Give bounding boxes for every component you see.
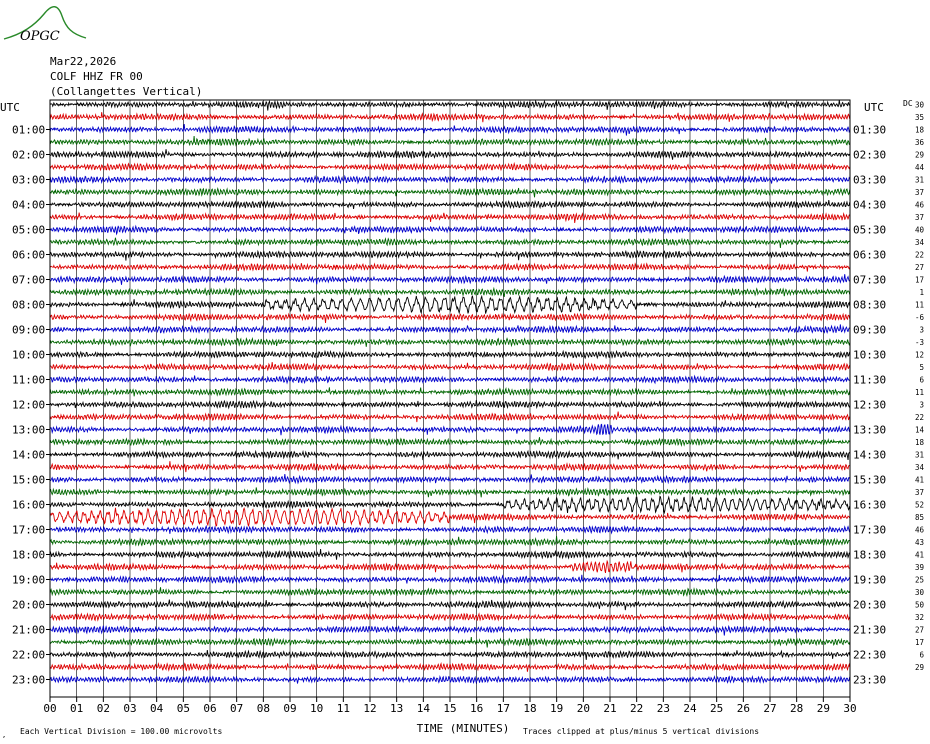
hour-label-right: 18:30	[853, 548, 887, 562]
x-tick-label: 20	[576, 702, 590, 715]
x-tick-label: 18	[523, 702, 537, 715]
dc-offset-label: 11	[914, 300, 924, 310]
hour-label-left: 16:00	[12, 498, 46, 512]
hour-label-right: 17:30	[853, 523, 887, 537]
hour-label-left: 01:00	[12, 123, 46, 137]
dc-offset-label: 35	[914, 113, 924, 122]
hour-label-right: 03:30	[853, 173, 887, 187]
dc-offset-label: 3	[919, 325, 924, 335]
x-tick-label: 21	[603, 702, 617, 715]
dc-offset-label: 85	[914, 513, 924, 522]
hour-label-right: 10:30	[853, 348, 887, 362]
dc-offset-label: 30	[914, 100, 924, 110]
hour-label-left: 10:00	[12, 348, 46, 362]
x-tick-label: 28	[790, 702, 804, 715]
dc-offset-label: 34	[914, 238, 924, 247]
dc-offset-label: 30	[914, 588, 924, 597]
x-tick-label: 04	[150, 702, 164, 715]
header-station: COLF HHZ FR 00	[50, 70, 143, 83]
x-tick-label: 02	[96, 702, 110, 715]
right-axis-title: UTC	[864, 101, 884, 114]
dc-offset-label: 36	[914, 138, 924, 147]
hour-label-left: 06:00	[12, 248, 46, 262]
opgc-logo	[4, 7, 86, 44]
hour-label-right: 19:30	[853, 573, 887, 587]
x-tick-label: 05	[176, 702, 190, 715]
x-tick-label: 11	[336, 702, 350, 715]
x-tick-label: 29	[816, 702, 830, 715]
dc-offset-label: 29	[914, 150, 924, 160]
hour-label-left: 08:00	[12, 298, 46, 312]
dc-offset-label: 5	[919, 363, 924, 372]
dc-offset-label: 46	[914, 525, 924, 535]
dc-offset-label: 29	[914, 663, 924, 672]
dc-offset-label: 37	[914, 213, 924, 222]
x-tick-label: 12	[363, 702, 377, 715]
dc-offset-label: 27	[914, 625, 924, 635]
footer-vertical-division: Each Vertical Division = 100.00 microvolts	[20, 727, 223, 736]
x-tick-label: 27	[763, 702, 777, 715]
x-tick-label: 30	[843, 702, 857, 715]
hour-label-left: 04:00	[12, 198, 46, 212]
x-tick-label: 22	[630, 702, 644, 715]
x-tick-label: 10	[310, 702, 324, 715]
hour-label-right: 12:30	[853, 398, 887, 412]
dc-offset-label: 1	[919, 288, 924, 297]
dc-offset-label: 17	[914, 275, 924, 285]
hour-label-right: 22:30	[853, 648, 887, 662]
hour-label-left: 19:00	[12, 573, 46, 587]
hour-label-right: 09:30	[853, 323, 887, 337]
x-tick-label: 07	[230, 702, 244, 715]
hour-label-left: 13:00	[12, 423, 46, 437]
hour-label-right: 07:30	[853, 273, 887, 287]
dc-offset-label: 22	[914, 250, 924, 260]
dc-offset-label: 18	[914, 125, 924, 135]
hour-label-left: 21:00	[12, 623, 46, 637]
dc-offset-label: 17	[914, 638, 924, 647]
x-tick-label: 13	[390, 702, 404, 715]
hour-label-left: 15:00	[12, 473, 46, 487]
x-tick-label: 16	[470, 702, 484, 715]
footer-clipping-note: Traces clipped at plus/minus 5 vertical divisions	[523, 727, 760, 736]
hour-label-right: 23:30	[853, 673, 887, 687]
hour-label-left: 07:00	[12, 273, 46, 287]
hour-label-right: 06:30	[853, 248, 887, 262]
dc-offset-label: 25	[914, 575, 924, 585]
dc-offset-label: 31	[914, 450, 924, 460]
hour-label-right: 21:30	[853, 623, 887, 637]
dc-offset-label: 52	[914, 500, 924, 510]
hour-label-right: 02:30	[853, 148, 887, 162]
hour-label-left: 14:00	[12, 448, 46, 462]
dc-offset-label: 12	[914, 350, 924, 360]
header-date: Mar22,2026	[50, 55, 117, 68]
dc-offset-label: 14	[914, 425, 924, 435]
dc-offset-label: 39	[914, 563, 924, 572]
x-tick-label: 00	[43, 702, 57, 715]
dc-offset-label: 22	[914, 413, 924, 422]
hour-label-right: 15:30	[853, 473, 887, 487]
hour-label-right: 14:30	[853, 448, 887, 462]
dc-offset-label: 50	[914, 600, 924, 610]
x-tick-label: 14	[416, 702, 430, 715]
dc-offset-label: 40	[914, 225, 924, 235]
dc-offset-label: 31	[914, 175, 924, 185]
x-tick-label: 24	[683, 702, 697, 715]
hour-label-left: 22:00	[12, 648, 46, 662]
left-axis-title: UTC	[0, 101, 20, 114]
hour-label-right: 16:30	[853, 498, 887, 512]
hour-label-right: 05:30	[853, 223, 887, 237]
x-axis-title: TIME (MINUTES)	[416, 722, 510, 735]
x-tick-label: 26	[736, 702, 750, 715]
dc-offset-label: 46	[914, 200, 924, 210]
dc-offset-label: 44	[914, 163, 924, 172]
hour-label-right: 13:30	[853, 423, 887, 437]
x-tick-label: 23	[656, 702, 670, 715]
x-tick-label: 19	[550, 702, 564, 715]
header-location: (Collangettes Vertical)	[50, 85, 203, 98]
dc-offset-label: 6	[919, 375, 924, 385]
x-tick-label: 09	[283, 702, 297, 715]
hour-label-left: 17:00	[12, 523, 46, 537]
dc-offset-label: 43	[914, 538, 924, 547]
dc-offset-label: 37	[914, 188, 924, 197]
dc-offset-label: 37	[914, 488, 924, 497]
dc-offset-label: 6	[919, 650, 924, 660]
logo-text: OPGC	[20, 29, 60, 44]
x-tick-label: 15	[443, 702, 457, 715]
dc-offset-label: -3	[914, 338, 924, 347]
hour-label-left: 09:00	[12, 323, 46, 337]
x-tick-label: 25	[710, 702, 724, 715]
hour-label-right: 01:30	[853, 123, 887, 137]
dc-offset-label: 32	[914, 613, 924, 622]
hour-label-left: 02:00	[12, 148, 46, 162]
hour-label-left: 23:00	[12, 673, 46, 687]
dc-column-title: DC	[903, 99, 913, 108]
hour-label-left: 18:00	[12, 548, 46, 562]
dc-offset-label: 41	[914, 475, 924, 485]
hour-label-right: 04:30	[853, 198, 887, 212]
hour-label-right: 20:30	[853, 598, 887, 612]
hour-label-left: 05:00	[12, 223, 46, 237]
x-tick-label: 17	[496, 702, 510, 715]
hour-label-right: 11:30	[853, 373, 887, 387]
hour-label-left: 03:00	[12, 173, 46, 187]
x-tick-label: 03	[123, 702, 137, 715]
hour-label-right: 08:30	[853, 298, 887, 312]
dc-offset-label: -6	[914, 313, 924, 322]
hour-label-left: 20:00	[12, 598, 46, 612]
dc-offset-label: 18	[914, 438, 924, 447]
dc-offset-label: 3	[919, 400, 924, 410]
x-tick-label: 01	[70, 702, 84, 715]
dc-offset-label: 11	[914, 388, 924, 397]
dc-offset-label: 41	[914, 550, 924, 560]
footer-mark: ,	[2, 731, 7, 739]
hour-label-left: 12:00	[12, 398, 46, 412]
x-tick-label: 06	[203, 702, 217, 715]
dc-offset-label: 27	[914, 263, 924, 272]
x-tick-label: 08	[256, 702, 270, 715]
hour-label-left: 11:00	[12, 373, 46, 387]
dc-offset-label: 34	[914, 463, 924, 472]
